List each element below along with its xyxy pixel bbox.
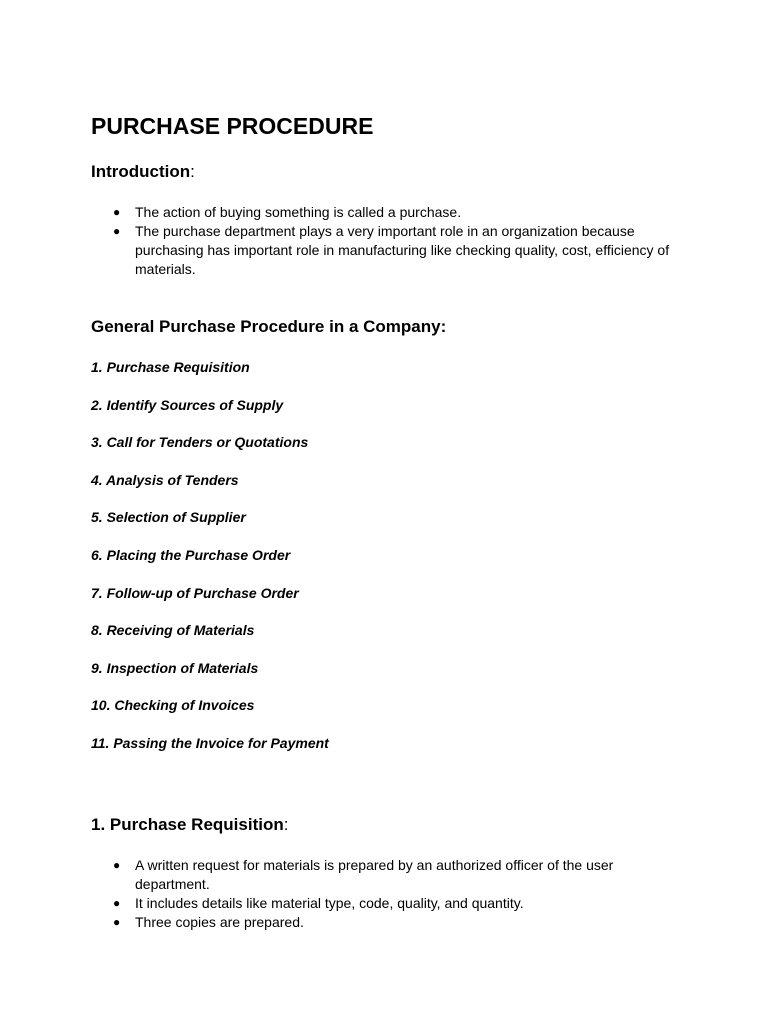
introduction-bullet-text: The action of buying something is called a purchase. [135, 204, 462, 220]
bullet-icon: ● [113, 896, 121, 910]
purchase-requisition-heading [91, 814, 288, 836]
procedure-step: 7. Follow-up of Purchase Order [91, 584, 299, 601]
list-item [91, 913, 651, 932]
purchase-requisition-bullet-text: It includes details like material type, code, quality, and quantity. [135, 895, 524, 911]
bullet-icon: ● [113, 205, 121, 219]
procedure-step: 1. Purchase Requisition [91, 359, 250, 375]
purchase-requisition-bullet-list [91, 856, 651, 932]
procedure-step: 6. Placing the Purchase Order [91, 546, 291, 563]
bullet-icon: ● [113, 858, 121, 872]
general-procedure-heading: General Purchase Procedure in a Company: [91, 317, 447, 336]
list-item [91, 203, 681, 222]
procedure-step: 5. Selection of Supplier [91, 509, 246, 526]
introduction-heading-colon: : [190, 162, 195, 181]
introduction-heading-text: Introduction [91, 162, 191, 181]
purchase-requisition-bullet-text: A written request for materials is prepared by an authorized officer of the user department. [135, 857, 614, 892]
introduction-bullet-list [91, 203, 681, 279]
procedure-step: 2. Identify Sources of Supply [91, 396, 284, 413]
bullet-icon: ● [113, 224, 121, 238]
introduction-heading [91, 161, 195, 183]
list-item [91, 856, 651, 894]
procedure-step: 11. Passing the Invoice for Payment [91, 734, 329, 751]
procedure-step: 4. Analysis of Tenders [91, 471, 239, 488]
introduction-bullet-text: The purchase department plays a very important role in an organization because purchasing has important role in manufacturing like checking quality, cost, efficiency of materials. [135, 223, 670, 277]
procedure-step: 8. Receiving of Materials [91, 622, 255, 639]
purchase-requisition-heading-colon: : [283, 815, 289, 834]
document-title: PURCHASE PROCEDURE [91, 113, 374, 139]
list-item [91, 894, 651, 913]
list-item [91, 222, 681, 279]
procedure-step: 9. Inspection of Materials [91, 659, 259, 676]
purchase-requisition-bullet-text: Three copies are prepared. [135, 914, 304, 930]
bullet-icon: ● [113, 915, 121, 929]
procedure-step: 3. Call for Tenders or Quotations [91, 434, 309, 451]
purchase-requisition-heading-text: 1. Purchase Requisition [91, 815, 284, 834]
procedure-step: 10. Checking of Invoices [91, 697, 255, 714]
procedure-step-list [91, 356, 329, 770]
